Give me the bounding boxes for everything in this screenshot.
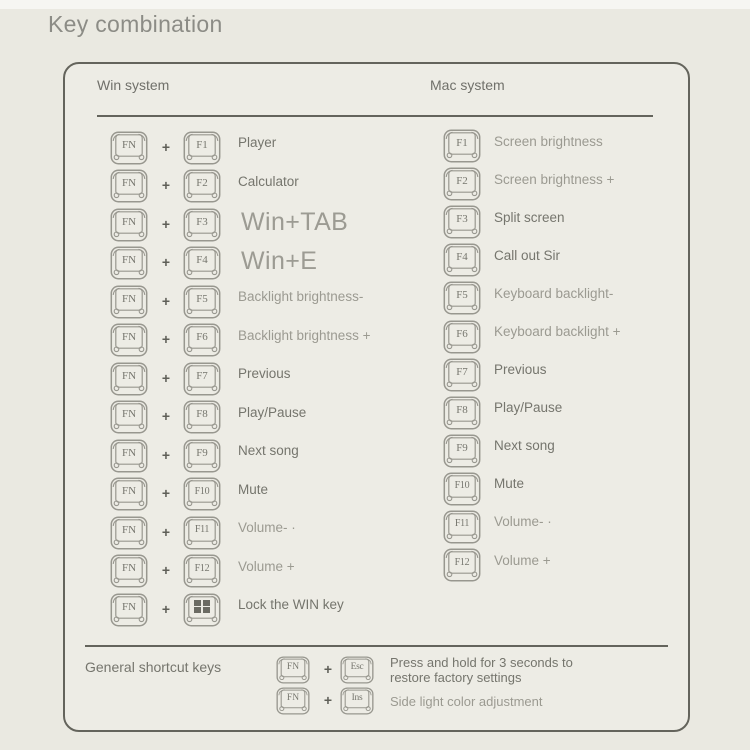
shortcut-label: Play/Pause	[238, 404, 307, 420]
keycap-f9	[443, 434, 481, 468]
top-strip	[0, 0, 750, 9]
shortcut-label: Win+TAB	[241, 208, 349, 237]
key-combo-row	[110, 514, 440, 553]
keycap-label: F5	[456, 289, 468, 302]
keycap-label: F6	[456, 327, 468, 340]
keycap-fn	[110, 169, 148, 203]
key-combo-row	[443, 127, 693, 165]
plus-sign: +	[161, 446, 171, 463]
keycap-label: F2	[456, 175, 468, 188]
shortcut-label: Previous	[494, 362, 547, 378]
key-combo-row	[110, 129, 440, 168]
key-combo-row	[110, 283, 440, 322]
keycap-label: Esc	[350, 661, 364, 672]
windows-logo-icon	[183, 595, 221, 619]
keycap-windows	[183, 593, 221, 627]
keycap-fn	[110, 285, 148, 319]
keycap-f7	[183, 362, 221, 396]
key-combo-row	[110, 321, 440, 360]
mac-shortcut-list	[443, 127, 693, 584]
plus-sign: +	[161, 485, 171, 502]
keycap-label: F9	[196, 446, 208, 459]
keycap-f11	[183, 516, 221, 550]
plus-sign: +	[161, 254, 171, 271]
key-combo-row	[443, 356, 693, 394]
shortcut-label: Calculator	[238, 173, 299, 189]
shortcut-label: Press and hold for 3 seconds to restore factory settings	[390, 654, 573, 685]
plus-sign: +	[161, 600, 171, 617]
keycap-f9	[183, 439, 221, 473]
shortcut-label: Next song	[494, 438, 555, 454]
plus-sign: +	[161, 562, 171, 579]
keycap-label: F4	[196, 254, 208, 267]
keycap-label: FN	[121, 254, 137, 267]
keycap-label: F8	[196, 408, 208, 421]
keycap-label: F12	[194, 562, 210, 574]
key-combo-row	[276, 686, 696, 718]
keycap-label: FN	[121, 600, 137, 613]
shortcut-label: Screen brightness +	[494, 171, 615, 187]
shortcut-label: Lock the WIN key	[238, 597, 344, 613]
key-combo-row	[443, 394, 693, 432]
key-combo-row	[110, 167, 440, 206]
keycap-label: F7	[456, 365, 468, 378]
keycap-label: F5	[196, 292, 208, 305]
shortcut-label: Call out Sir	[494, 247, 561, 263]
keycap-fn	[276, 656, 310, 684]
shortcut-label: Player	[238, 135, 277, 151]
plus-sign: +	[161, 215, 171, 232]
keycap-f1	[183, 131, 221, 165]
shortcut-label: Keyboard backlight-	[494, 285, 614, 301]
win-system-header: Win system	[97, 77, 170, 93]
plus-sign: +	[161, 292, 171, 309]
key-combo-row	[443, 203, 693, 241]
shortcut-label: Mute	[494, 476, 525, 492]
key-combo-row	[110, 552, 440, 591]
general-divider	[85, 645, 668, 647]
key-combo-row	[443, 317, 693, 355]
plus-sign: +	[161, 331, 171, 348]
keycap-fn	[110, 362, 148, 396]
keycap-f10	[183, 477, 221, 511]
keycap-f3	[443, 205, 481, 239]
keycap-label: F10	[194, 485, 210, 497]
keycap-f7	[443, 358, 481, 392]
keycap-f5	[443, 281, 481, 315]
mac-system-header: Mac system	[430, 77, 505, 93]
shortcut-label: Side light color adjustment	[390, 693, 543, 709]
win-shortcut-list	[110, 129, 440, 630]
keycap-label: FN	[121, 408, 137, 421]
keycap-label: F11	[454, 518, 470, 530]
header-divider	[97, 115, 653, 117]
key-combo-row	[276, 654, 696, 686]
keycap-label: FN	[121, 331, 137, 344]
keycap-label: FN	[286, 693, 300, 704]
keycap-label: FN	[121, 523, 137, 536]
keycap-f10	[443, 472, 481, 506]
shortcut-label: Keyboard backlight +	[494, 324, 621, 340]
keycap-label: F3	[196, 215, 208, 228]
keycap-f2	[183, 169, 221, 203]
keycap-label: F3	[456, 213, 468, 226]
keycap-label: F8	[456, 403, 468, 416]
shortcut-label: Volume +	[238, 558, 295, 574]
keycap-label: FN	[121, 177, 137, 190]
keycap-label: Ins	[351, 693, 363, 704]
key-combo-row	[110, 475, 440, 514]
key-combination-panel	[63, 62, 690, 732]
shortcut-label: Screen brightness	[494, 133, 603, 149]
keycap-label: FN	[121, 369, 137, 382]
keycap-label: F2	[196, 177, 208, 190]
keycap-fn	[110, 208, 148, 242]
keycap-fn	[110, 477, 148, 511]
keycap-label: F12	[454, 556, 470, 568]
plus-sign: +	[161, 138, 171, 155]
key-combo-row	[110, 244, 440, 283]
key-combo-row	[443, 508, 693, 546]
keycap-fn	[110, 439, 148, 473]
general-shortcut-list	[276, 654, 696, 717]
key-combo-row	[443, 546, 693, 584]
keycap-f12	[183, 554, 221, 588]
key-combo-row	[443, 241, 693, 279]
keycap-label: F6	[196, 331, 208, 344]
keycap-f8	[443, 396, 481, 430]
general-shortcuts-header: General shortcut keys	[85, 659, 222, 675]
keycap-fn	[276, 687, 310, 715]
keycap-f2	[443, 167, 481, 201]
key-combo-row	[110, 206, 440, 245]
keycap-label: F1	[196, 138, 208, 151]
plus-sign: +	[161, 523, 171, 540]
keycap-f5	[183, 285, 221, 319]
keycap-f6	[443, 320, 481, 354]
plus-sign: +	[161, 369, 171, 386]
keycap-label: F7	[196, 369, 208, 382]
keycap-f8	[183, 400, 221, 434]
keycap-label: FN	[286, 661, 300, 672]
key-combo-row	[110, 591, 440, 630]
keycap-label: F4	[456, 251, 468, 264]
shortcut-label: Volume- ·	[238, 520, 296, 536]
plus-sign: +	[323, 692, 333, 709]
keycap-f1	[443, 129, 481, 163]
keycap-label: FN	[121, 138, 137, 151]
shortcut-label: Volume +	[494, 552, 551, 568]
keycap-f3	[183, 208, 221, 242]
shortcut-label: Split screen	[494, 209, 565, 225]
key-combo-row	[443, 279, 693, 317]
keycap-fn	[110, 131, 148, 165]
shortcut-label: Play/Pause	[494, 400, 563, 416]
keycap-fn	[110, 400, 148, 434]
key-combo-row	[443, 432, 693, 470]
key-combo-row	[443, 470, 693, 508]
keycap-esc	[340, 656, 374, 684]
keycap-f12	[443, 548, 481, 582]
plus-sign: +	[323, 660, 333, 677]
keycap-fn	[110, 246, 148, 280]
shortcut-label: Win+E	[241, 246, 318, 275]
shortcut-label: Backlight brightness-	[238, 289, 364, 305]
keycap-label: F1	[456, 137, 468, 150]
shortcut-label: Previous	[238, 366, 291, 382]
shortcut-label: Next song	[238, 443, 299, 459]
key-combo-row	[110, 398, 440, 437]
keycap-fn	[110, 593, 148, 627]
keycap-fn	[110, 554, 148, 588]
keycap-label: FN	[121, 292, 137, 305]
keycap-label: FN	[121, 562, 137, 575]
keycap-label: FN	[121, 485, 137, 498]
key-combo-row	[110, 360, 440, 399]
keycap-fn	[110, 323, 148, 357]
plus-sign: +	[161, 177, 171, 194]
keycap-label: F9	[456, 441, 468, 454]
plus-sign: +	[161, 408, 171, 425]
keycap-label: F10	[454, 480, 470, 492]
keycap-fn	[110, 516, 148, 550]
keycap-label: F11	[194, 524, 210, 536]
keycap-ins	[340, 687, 374, 715]
keycap-f11	[443, 510, 481, 544]
keycap-label: FN	[121, 215, 137, 228]
key-combo-row	[110, 437, 440, 476]
keycap-f6	[183, 323, 221, 357]
shortcut-label: Backlight brightness +	[238, 327, 371, 343]
keycap-f4	[183, 246, 221, 280]
shortcut-label: Mute	[238, 481, 269, 497]
shortcut-label: Volume- ·	[494, 514, 552, 530]
keycap-label: FN	[121, 446, 137, 459]
keycap-f4	[443, 243, 481, 277]
page-title: Key combination	[48, 11, 223, 37]
key-combo-row	[443, 165, 693, 203]
